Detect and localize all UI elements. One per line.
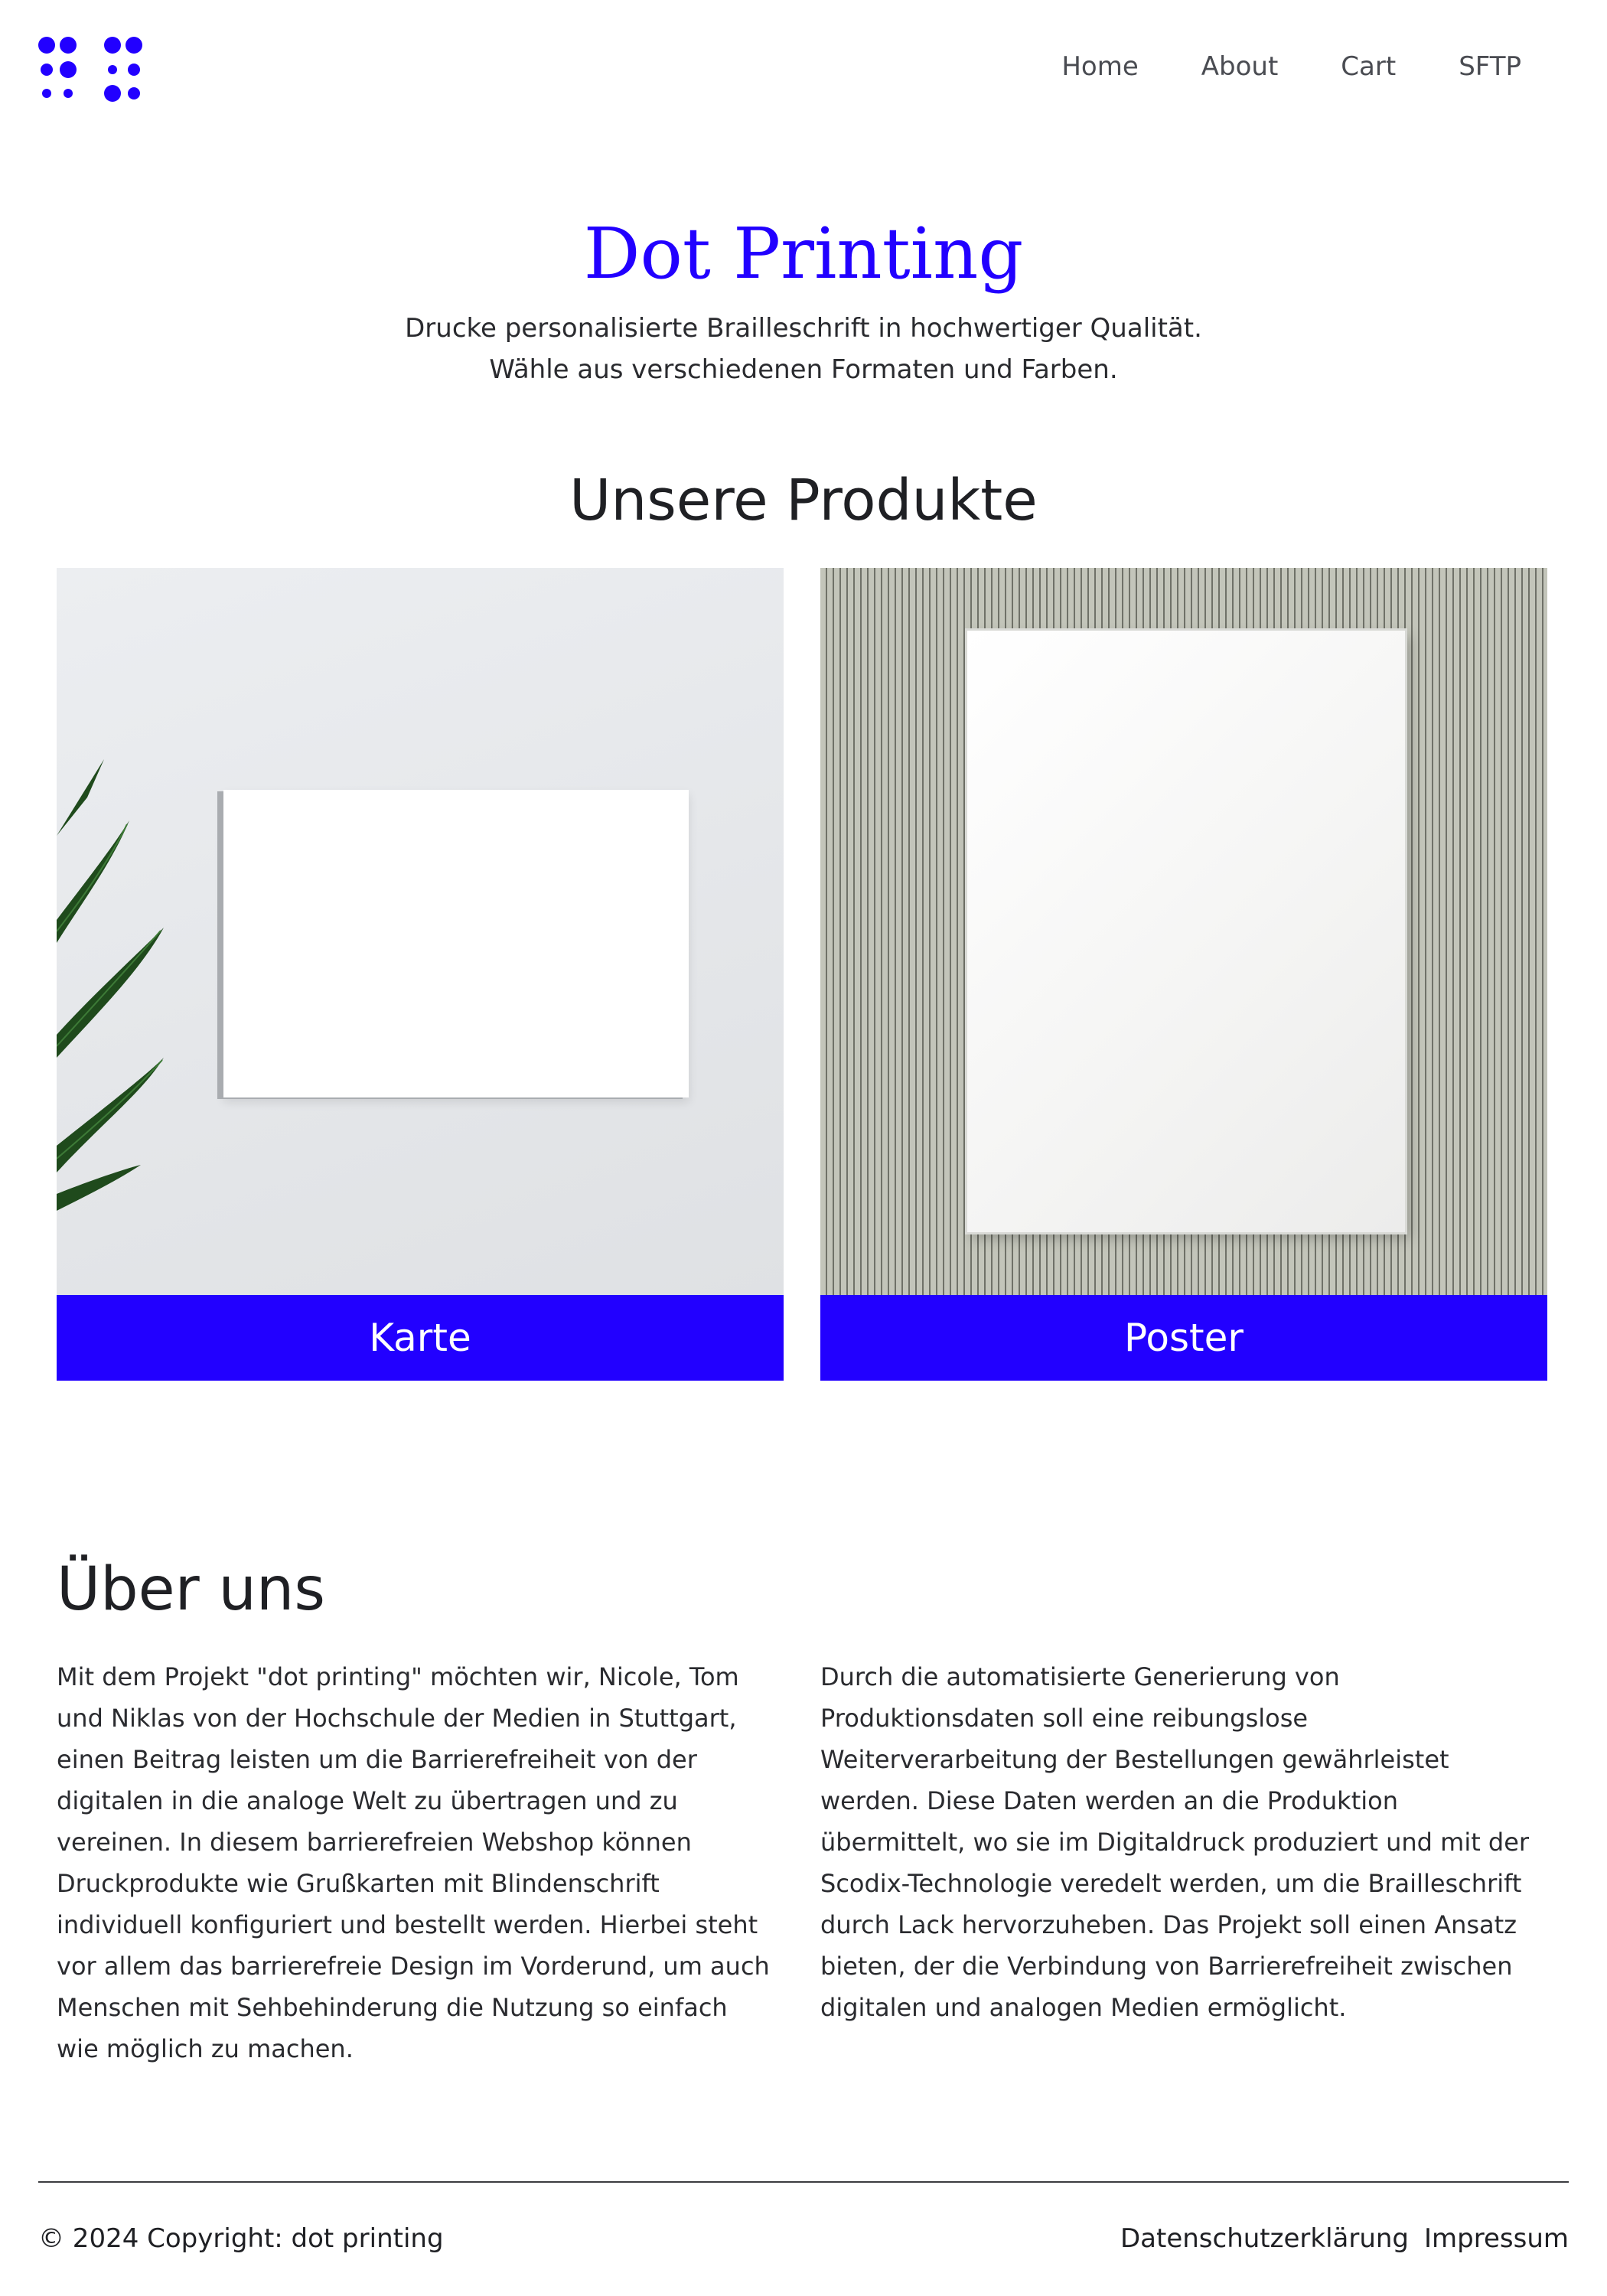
main-nav — [1061, 47, 1521, 86]
braille-dots-logo-icon[interactable] — [38, 37, 145, 103]
page-title: Dot Printing — [583, 213, 1024, 295]
footer-copyright: © 2024 Copyright: dot printing — [38, 2223, 444, 2254]
nav-about-link[interactable]: About — [1201, 51, 1279, 82]
palm-leaf-decoration — [57, 568, 194, 1295]
nav-cart-link[interactable]: Cart — [1341, 51, 1397, 82]
blank-card-mockup — [223, 790, 689, 1097]
poster-product-image[interactable] — [820, 568, 1547, 1295]
product-label-poster[interactable]: Poster — [820, 1295, 1547, 1381]
about-heading: Über uns — [57, 1555, 325, 1624]
hero-subtitle — [0, 308, 1607, 390]
about-paragraph-left: Mit dem Projekt "dot printing" möchten wir, Nicole, Tom und Niklas von der Hochschule der Medien in Stuttgart, einen Beitrag leisten um die Barrierefreiheit von der digitalen in die analoge Welt zu übertragen und zu vereinen. In diesem barrierefreien Webshop können Druckprodukte wie Grußkarten mit Blindenschrift individuell konfiguriert und bestellt werden. Hierbei steht vor allem das barrierefreie Design im Vorderund, um auch Menschen mit Sehbehinderung die Nutzung so einfach wie möglich zu machen. — [57, 1662, 770, 2063]
privacy-policy-link[interactable]: Datenschutzerklärung — [1120, 2223, 1410, 2254]
hero-subtitle-line-1: Drucke personalisierte Brailleschrift in hochwertiger Qualität. — [405, 313, 1202, 344]
hero-subtitle-line-2: Wähle aus verschiedenen Formaten und Farben. — [489, 354, 1118, 385]
products-heading: Unsere Produkte — [569, 468, 1038, 533]
karte-product-image[interactable] — [57, 568, 784, 1295]
footer-divider — [38, 2181, 1569, 2183]
imprint-link[interactable]: Impressum — [1424, 2223, 1569, 2254]
nav-sftp-link[interactable]: SFTP — [1459, 51, 1521, 82]
product-label-karte[interactable]: Karte — [57, 1295, 784, 1381]
footer-links — [1120, 2219, 1569, 2258]
product-card-poster[interactable] — [820, 568, 1547, 1381]
blank-poster-mockup — [967, 631, 1405, 1232]
product-card-karte[interactable] — [57, 568, 784, 1381]
about-paragraph-right: Durch die automatisierte Generierung von Produktionsdaten soll eine reibungslose Weiterverarbeitung der Bestellungen gewährleistet werden. Diese Daten werden an die Produktion übermittelt, wo sie im Digitaldruck produziert und mit der Scodix-Technologie veredelt werden, um die Brailleschrift durch Lack hervorzuheben. Das Projekt soll einen Ansatz bieten, der die Verbindung von Barrierefreiheit zwischen digitalen und analogen Medien ermöglicht. — [820, 1662, 1530, 2022]
nav-home-link[interactable]: Home — [1061, 51, 1139, 82]
